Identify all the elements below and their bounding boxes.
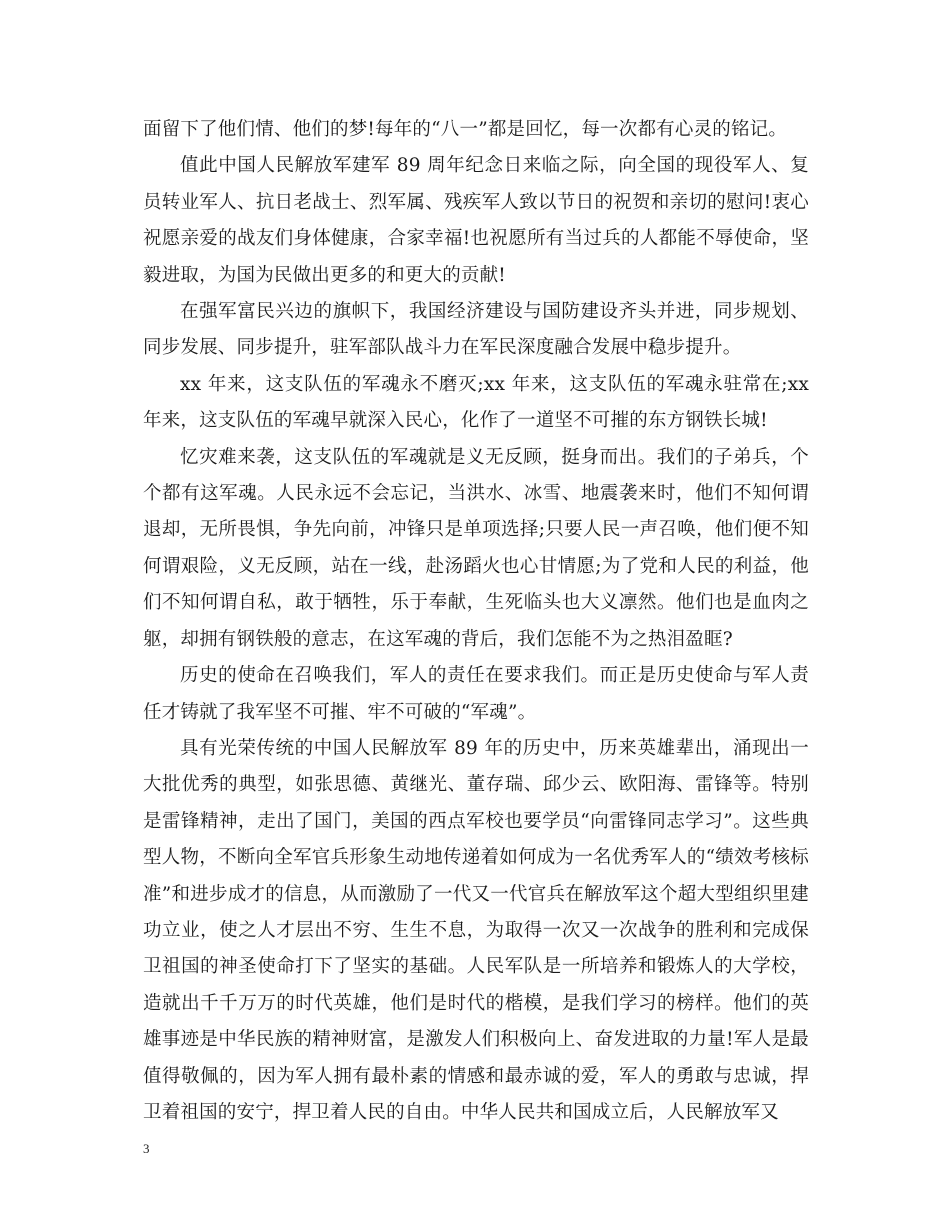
- paragraph-6: 历史的使命在召唤我们，军人的责任在要求我们。而正是历史使命与军人责任才铸就了我军坚不可摧、牢不可破的“军魂”。: [143, 665, 809, 723]
- paragraph-7: 具有光荣传统的中国人民解放军 89 年的历史中，历来英雄辈出，涌现出一大批优秀的典型，如张思德、黄继光、董存瑞、邱少云、欧阳海、雷锋等。特别是雷锋精神，走出了国门，美国的西点军校也要学员“向雷锋同志学习”。这些典型人物，不断向全军官兵形象生动地传递着如何成为一名优秀军人的“绩效考核标准”和进步成才的信息，从而激励了一代又一代官兵在解放军这个超大型组织里建功立业，使之人才层出不穷、生生不息，为取得一次又一次战争的胜利和完成保卫祖国的神圣使命打下了坚实的基础。人民军队是一所培养和锻炼人的大学校，造就出千千万万的时代英雄，他们是时代的楷模，是我们学习的榜样。他们的英雄事迹是中华民族的精神财富，是激发人们积极向上、奋发进取的力量!军人是最值得敬佩的，因为军人拥有最朴素的情感和最赤诚的爱，军人的勇敢与忠诚，捍卫着祖国的安宁，捍卫着人民的自由。中华人民共和国成立后，人民解放军又: [143, 737, 809, 1123]
- paragraph-5: 忆灾难来袭，这支队伍的军魂就是义无反顾，挺身而出。我们的子弟兵，个个都有这军魂。人民永远不会忘记，当洪水、冰雪、地震袭来时，他们不知何谓退却，无所畏惧，争先向前，冲锋只是单项选择;只要人民一声召唤，他们便不知何谓艰险，义无反顾，站在一线，赴汤蹈火也心甘情愿;为了党和人民的利益，他们不知何谓自私，敢于牺牲，乐于奉献，生死临头也大义凛然。他们也是血肉之躯，却拥有钢铁般的意志，在这军魂的背后，我们怎能不为之热泪盈眶?: [143, 446, 809, 650]
- paragraph-2: 值此中国人民解放军建军 89 周年纪念日来临之际，向全国的现役军人、复员转业军人、抗日老战士、烈军属、残疾军人致以节日的祝贺和亲切的慰问!衷心祝愿亲爱的战友们身体健康，合家幸福!也祝愿所有当过兵的人都能不辱使命，坚毅进取，为国为民做出更多的和更大的贡献!: [143, 155, 809, 286]
- paragraph-4: xx 年来，这支队伍的军魂永不磨灭;xx 年来，这支队伍的军魂永驻常在;xx 年来，这支队伍的军魂早就深入民心，化作了一道坚不可摧的东方钢铁长城!: [143, 373, 809, 432]
- paragraph-1: 面留下了他们情、他们的梦!每年的“八一”都是回忆，每一次都有心灵的铭记。: [143, 119, 788, 140]
- page-number: 3: [143, 1141, 150, 1156]
- paragraph-3: 在强军富民兴边的旗帜下，我国经济建设与国防建设齐头并进，同步规划、同步发展、同步提升，驻军部队战斗力在军民深度融合发展中稳步提升。: [143, 301, 809, 359]
- document-body: [143, 112, 809, 1131]
